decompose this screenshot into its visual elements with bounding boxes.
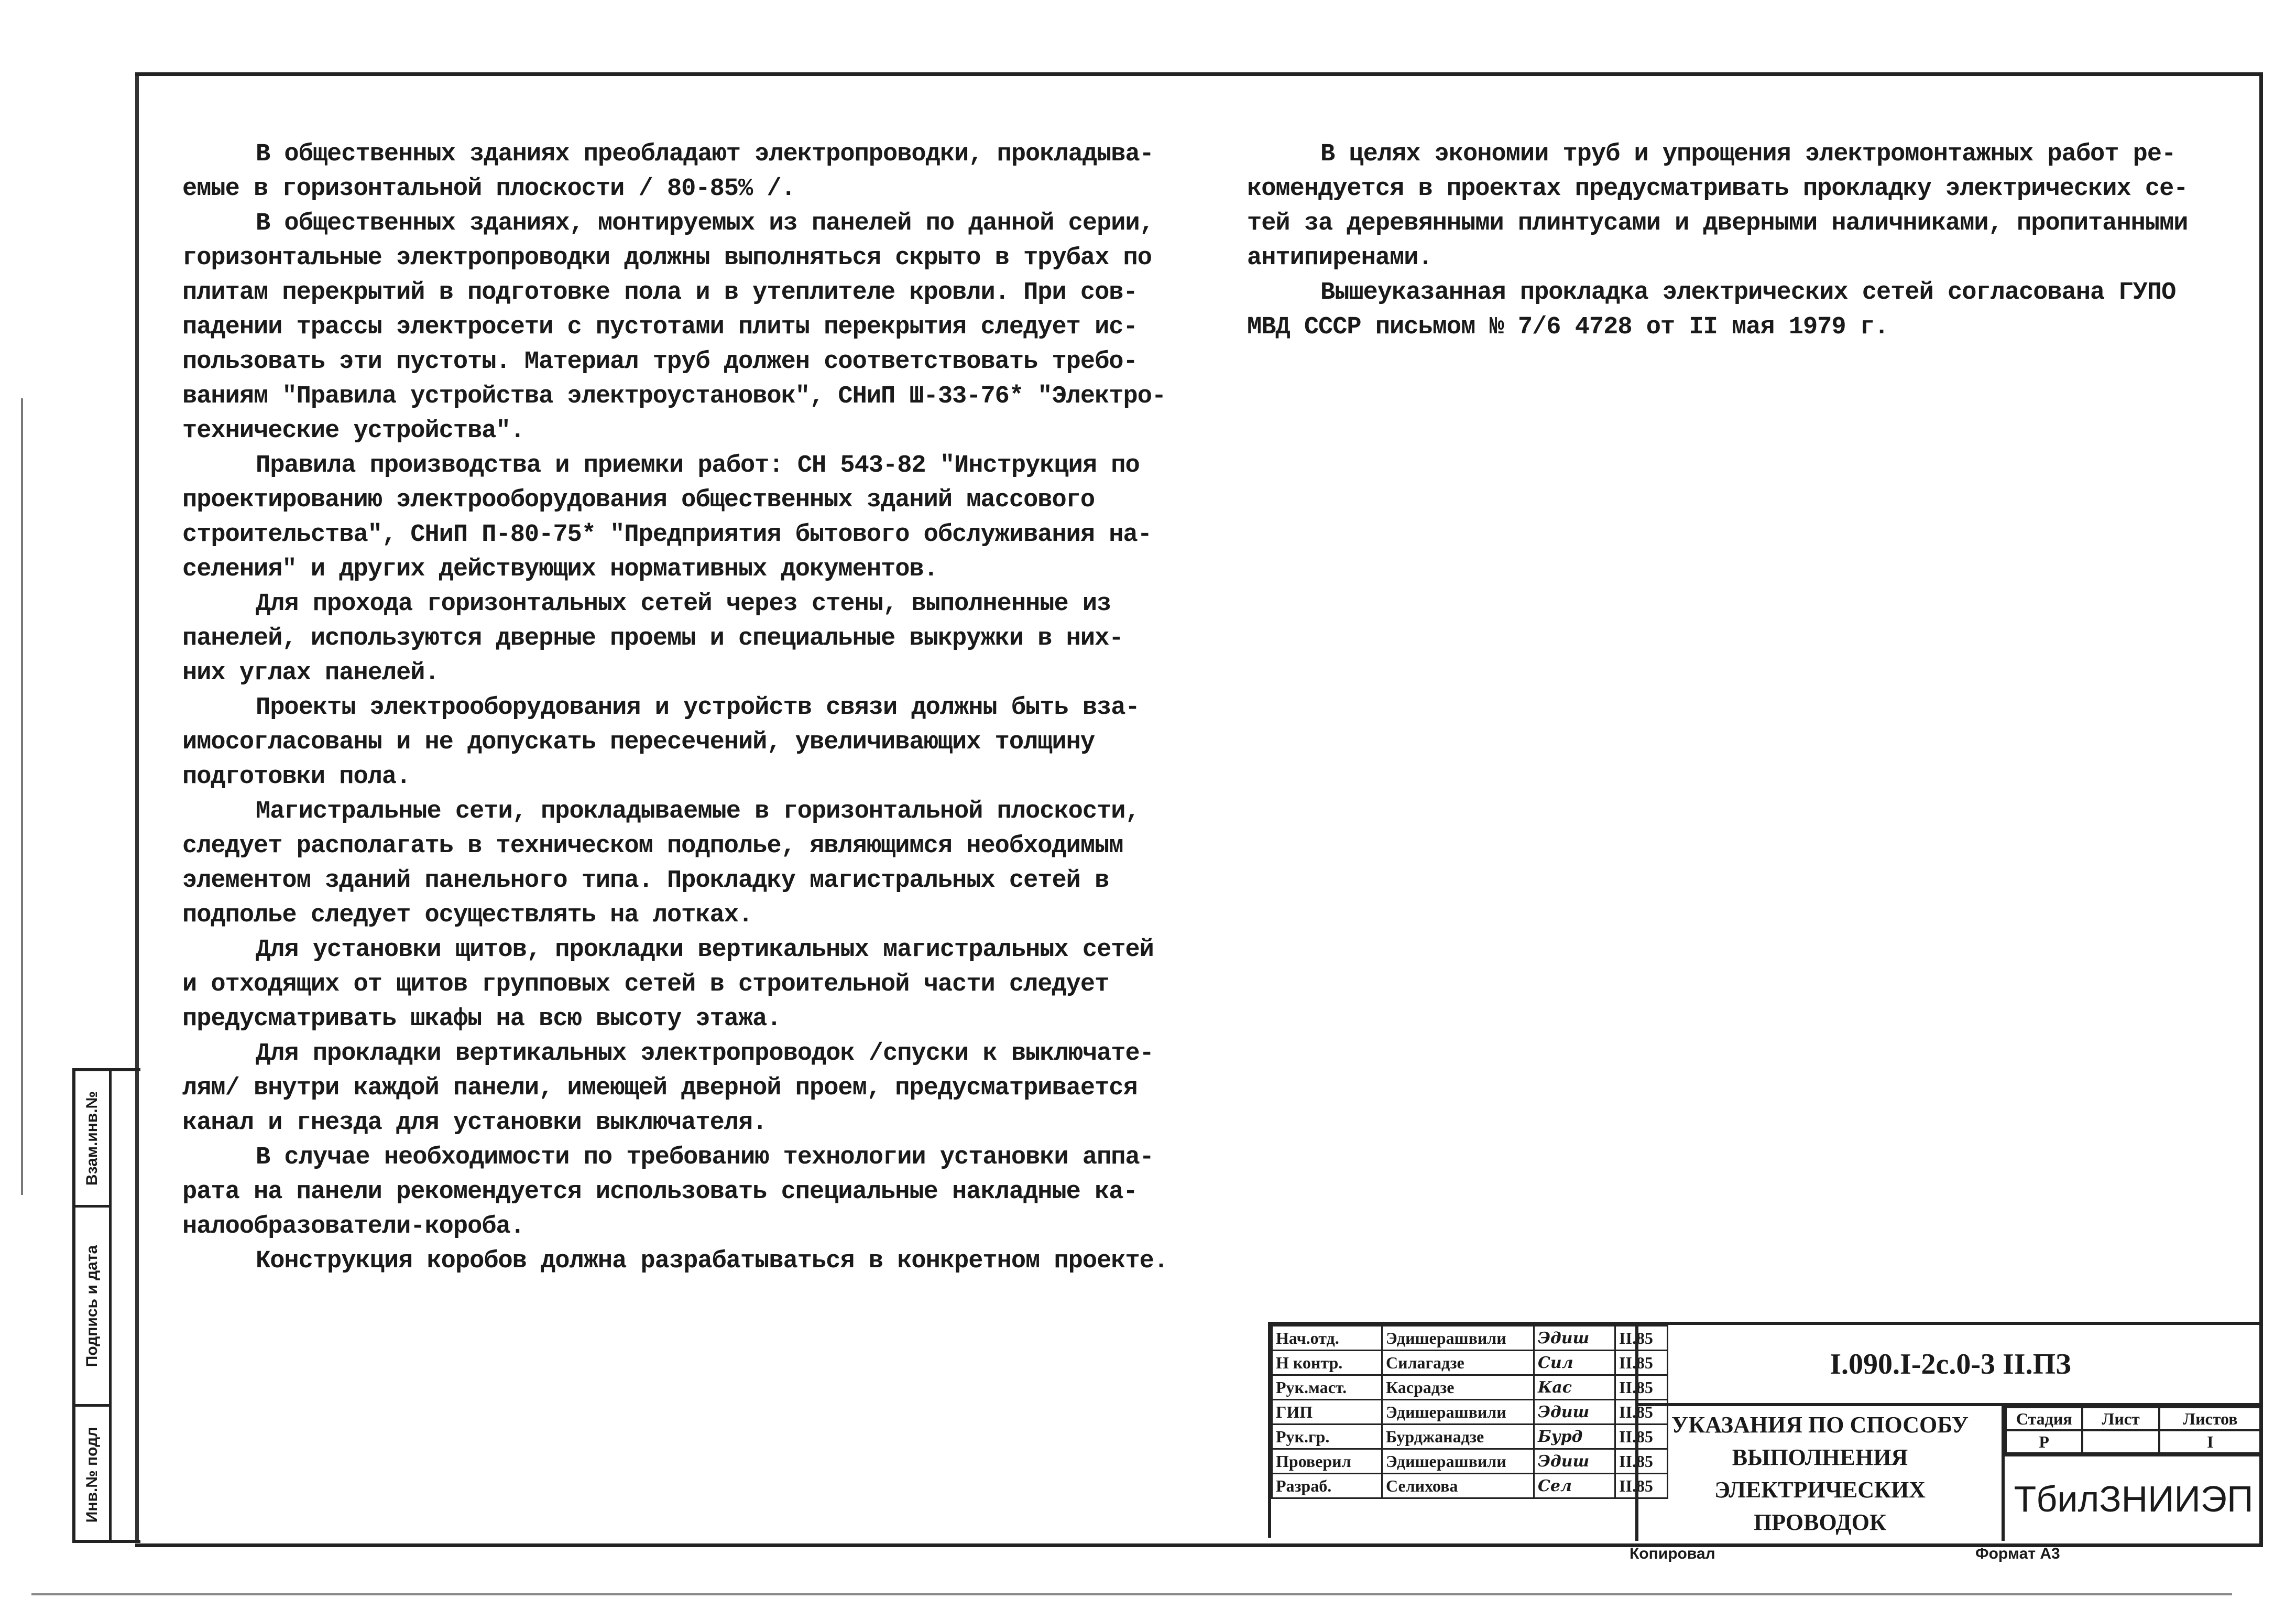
signature-date: II.85 <box>1615 1351 1668 1375</box>
text-line: падении трассы электросети с пустотами плиты перекрытия следует ис- <box>182 313 1138 341</box>
text-line: лям/ внутри каждой панели, имеющей дверной проем, предусматривается <box>182 1074 1138 1102</box>
text-line: подполье следует осуществлять на лотках. <box>182 901 753 929</box>
text-line: В общественных зданиях преобладают электропроводки, прокладыва- <box>256 140 1154 168</box>
signature-role: Рук.гр. <box>1272 1425 1382 1449</box>
text-line: пользовать эти пустоты. Материал труб должен соответствовать требо- <box>182 348 1138 376</box>
signature-row <box>1272 1474 1668 1498</box>
text-line: тей за деревянными плинтусами и дверными наличниками, пропитанными <box>1247 210 2188 237</box>
text-line: рата на панели рекомендуется использовать специальные накладные ка- <box>182 1178 1138 1206</box>
bottom-trim-line <box>31 1593 2232 1595</box>
organization-name: ТбилЗНИИЭП <box>2005 1453 2262 1541</box>
text-line: ваниям "Правила устройства электроустановок", СНиП Ш-33-76* "Электро- <box>182 383 1166 410</box>
text-line: и отходящих от щитов групповых сетей в строительной части следует <box>182 971 1109 998</box>
text-line: строительства", СНиП П-80-75* "Предприятия бытового обслуживания на- <box>182 521 1152 549</box>
signature-role: Проверил <box>1272 1449 1382 1474</box>
stage-label: Стадия <box>2006 1407 2082 1430</box>
sheet-label: Лист <box>2082 1407 2159 1430</box>
signature-date: II.85 <box>1615 1326 1668 1351</box>
signature-name: Касрадзе <box>1382 1375 1534 1400</box>
sheet-value <box>2082 1430 2159 1453</box>
text-line: Для прокладки вертикальных электропроводок /спуски к выключате- <box>256 1040 1154 1068</box>
signature-role: Нач.отд. <box>1272 1326 1382 1351</box>
text-line: комендуется в проектах предусматривать прокладку электрических се- <box>1247 175 2188 203</box>
signature-name: Бурджанадзе <box>1382 1425 1534 1449</box>
signature-sig: Эдиш <box>1534 1326 1615 1351</box>
text-line: Конструкция коробов должна разрабатываться в конкретном проекте. <box>256 1247 1168 1275</box>
text-line: МВД СССР письмом № 7/6 4728 от II мая 1979 г. <box>1247 313 1889 341</box>
text-line: В целях экономии труб и упрощения электромонтажных работ ре- <box>1320 140 2176 168</box>
text-line: панелей, используются дверные проемы и специальные выкружки в них- <box>182 625 1123 653</box>
text-line: горизонтальные электропроводки должны выполняться скрыто в трубах по <box>182 244 1152 272</box>
text-line: канал и гнезда для установки выключателя. <box>182 1109 767 1137</box>
doc-title <box>1635 1406 2005 1541</box>
signatures-table <box>1271 1325 1668 1499</box>
signature-row <box>1272 1400 1668 1425</box>
text-line: антипиренами. <box>1247 244 1433 272</box>
sign-date-label: Подпись и дата <box>83 1245 101 1367</box>
signature-row <box>1272 1326 1668 1351</box>
sign-date-cell <box>75 1208 109 1407</box>
doc-title-line: ПРОВОДОК <box>1754 1509 1886 1535</box>
doc-title-line: УКАЗАНИЯ ПО СПОСОБУ <box>1671 1411 1969 1438</box>
signature-sig: Сил <box>1534 1351 1615 1375</box>
doc-title-line: ВЫПОЛНЕНИЯ ЭЛЕКТРИЧЕСКИХ <box>1714 1444 1926 1503</box>
text-line: емые в горизонтальной плоскости / 80-85% /. <box>182 175 795 203</box>
text-line: Магистральные сети, прокладываемые в горизонтальной плоскости, <box>256 798 1140 825</box>
text-line: плитам перекрытий в подготовке пола и в утеплителе кровли. При сов- <box>182 279 1138 307</box>
title-block <box>1268 1322 2259 1538</box>
signature-role: Разраб. <box>1272 1474 1382 1498</box>
sheets-value: I <box>2159 1430 2261 1453</box>
signature-date: II.85 <box>1615 1449 1668 1474</box>
doc-code: I.090.I-2с.0-3 II.ПЗ <box>1635 1325 2262 1406</box>
signature-sig: Кас <box>1534 1375 1615 1400</box>
signature-name: Силагадзе <box>1382 1351 1534 1375</box>
left-text-column <box>182 137 1168 1279</box>
format-label: Формат А3 <box>1975 1545 2060 1562</box>
cut-mark <box>21 398 23 1195</box>
replace-inv-label: Взам.инв.№ <box>83 1091 101 1186</box>
signature-row <box>1272 1425 1668 1449</box>
inv-orig-label: Инв.№ подл <box>83 1427 101 1523</box>
signature-row <box>1272 1351 1668 1375</box>
signature-row <box>1272 1375 1668 1400</box>
text-line: имосогласованы и не допускать пересечений, увеличивающих толщину <box>182 729 1095 756</box>
stage-sheet-table <box>2005 1406 2262 1453</box>
signature-sig: Сел <box>1534 1474 1615 1498</box>
signature-date: II.85 <box>1615 1474 1668 1498</box>
signature-sig: Бурд <box>1534 1425 1615 1449</box>
text-line: них углах панелей. <box>182 659 439 687</box>
signature-role: Рук.маст. <box>1272 1375 1382 1400</box>
text-line: технические устройства". <box>182 417 524 445</box>
text-line: элементом зданий панельного типа. Прокладку магистральных сетей в <box>182 867 1109 895</box>
text-line: Для установки щитов, прокладки вертикальных магистральных сетей <box>256 936 1154 964</box>
text-line: Проекты электрооборудования и устройств связи должны быть вза- <box>256 694 1140 722</box>
signature-name: Селихова <box>1382 1474 1534 1498</box>
side-strip-divider <box>109 1071 112 1540</box>
signature-name: Эдишерашвили <box>1382 1449 1534 1474</box>
inv-orig-cell <box>75 1407 109 1543</box>
replace-inv-cell <box>75 1071 109 1208</box>
sheets-label: Листов <box>2159 1407 2261 1430</box>
text-line: В общественных зданиях, монтируемых из панелей по данной серии, <box>256 210 1154 237</box>
text-line: Правила производства и приемки работ: СН 543-82 "Инструкция по <box>256 452 1140 480</box>
signature-role: ГИП <box>1272 1400 1382 1425</box>
signature-role: Н контр. <box>1272 1351 1382 1375</box>
text-line: проектированию электрооборудования общественных зданий массового <box>182 486 1095 514</box>
signature-date: II.85 <box>1615 1425 1668 1449</box>
side-strip <box>72 1068 140 1543</box>
text-line: Для прохода горизонтальных сетей через стены, выполненные из <box>256 590 1111 618</box>
signature-date: II.85 <box>1615 1375 1668 1400</box>
text-line: предусматривать шкафы на всю высоту этажа. <box>182 1005 781 1033</box>
text-line: следует располагать в техническом подполье, являющимся необходимым <box>182 832 1123 860</box>
text-line: Вышеуказанная прокладка электрических сетей согласована ГУПО <box>1320 279 2176 307</box>
stage-value: Р <box>2006 1430 2082 1453</box>
signature-name: Эдишерашвили <box>1382 1326 1534 1351</box>
signature-name: Эдишерашвили <box>1382 1400 1534 1425</box>
right-text-column <box>1247 137 2188 345</box>
text-line: подготовки пола. <box>182 763 411 791</box>
copied-label: Копировал <box>1630 1545 1715 1562</box>
signature-date: II.85 <box>1615 1400 1668 1425</box>
signature-sig: Эдиш <box>1534 1449 1615 1474</box>
signature-sig: Эдиш <box>1534 1400 1615 1425</box>
text-line: селения" и других действующих нормативных документов. <box>182 556 938 583</box>
text-line: В случае необходимости по требованию технологии установки аппа- <box>256 1144 1154 1171</box>
text-line: налообразователи-короба. <box>182 1213 524 1241</box>
signature-row <box>1272 1449 1668 1474</box>
